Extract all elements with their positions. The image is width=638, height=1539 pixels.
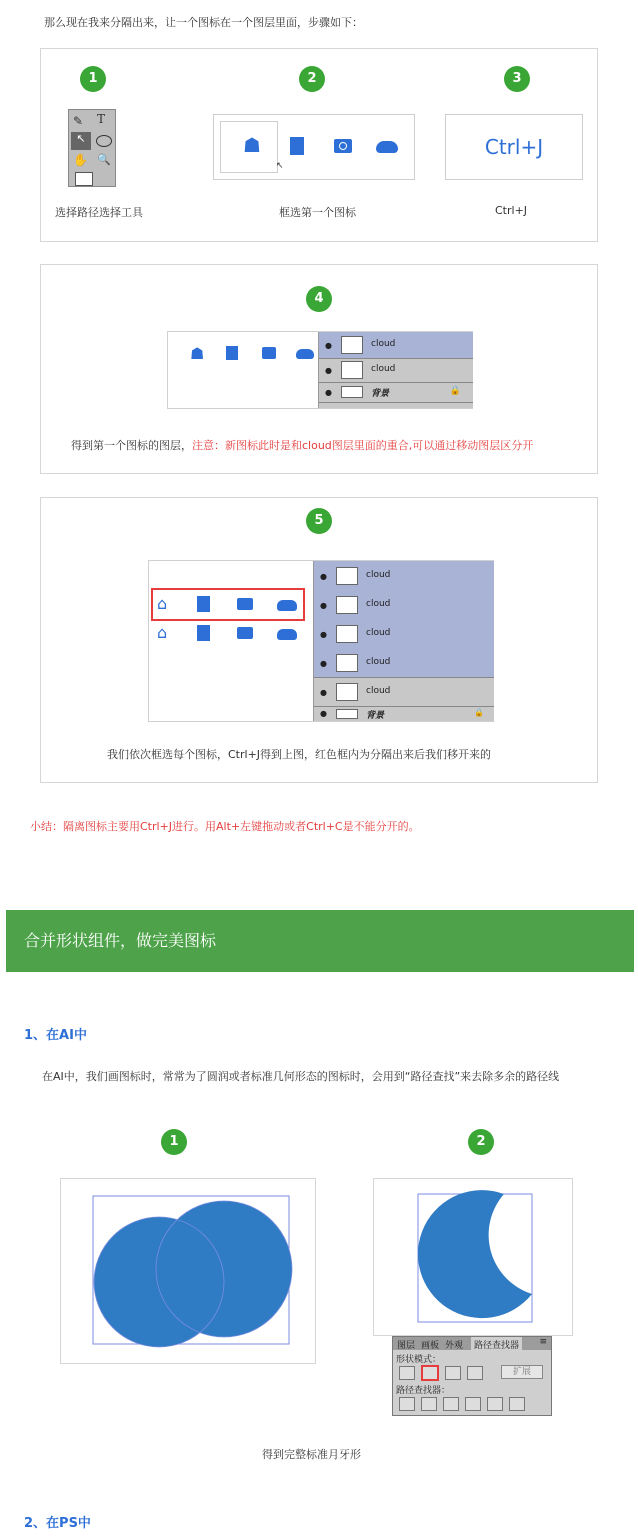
hand-icon: ✋ <box>73 153 88 167</box>
layer-name: 背景 <box>371 389 390 399</box>
ai-step-badge-1: 1 <box>161 1129 187 1155</box>
panel-tabbar <box>393 1337 551 1350</box>
ai-figure-crescent <box>373 1178 573 1336</box>
cloud-icon <box>376 141 398 153</box>
step-badge-3: 3 <box>504 66 530 92</box>
layer-thumbnail <box>336 625 358 643</box>
tab-artboards[interactable]: 画板 <box>421 1341 440 1351</box>
eye-icon[interactable]: ● <box>325 388 332 397</box>
lock-icon: 🔒 <box>474 708 484 717</box>
layer-name: cloud <box>371 364 396 374</box>
expand-button[interactable]: 扩展 <box>501 1365 543 1379</box>
home-icon: ⌂ <box>157 623 168 642</box>
intro-text: 那么现在我来分隔出来，让一个图标在一个图层里面，步骤如下： <box>44 16 363 29</box>
color-swatch-icon <box>75 172 93 186</box>
document-icon <box>226 346 238 360</box>
path-selection-icon: ↖ <box>71 132 91 150</box>
divide-icon[interactable] <box>399 1397 415 1411</box>
step-badge-5: 5 <box>306 508 332 534</box>
ctrl-j-box: Ctrl+J <box>445 114 583 180</box>
exclude-icon[interactable] <box>467 1366 483 1380</box>
layer-thumbnail <box>341 386 363 398</box>
layer-row[interactable] <box>319 332 473 359</box>
document-icon <box>290 137 304 155</box>
layer-thumbnail <box>336 683 358 701</box>
tab-layers[interactable]: 图层 <box>397 1341 416 1351</box>
cursor-icon: ↖ <box>276 161 284 171</box>
pathfinder-panel <box>392 1336 552 1416</box>
overlapping-circles-graphic <box>61 1179 315 1363</box>
camera-icon <box>334 139 352 153</box>
layer-name: cloud <box>366 685 391 696</box>
eye-icon[interactable]: ● <box>320 658 327 668</box>
toolbox-image <box>68 109 116 187</box>
panel-menu-icon[interactable]: ≡ <box>539 1337 547 1347</box>
merged-icon: ☗ <box>190 344 205 363</box>
right-circle <box>156 1201 292 1337</box>
pen-icon: ✎ <box>73 114 84 128</box>
layer-thumbnail <box>336 567 358 585</box>
section-1-body: 在AI中，我们画图标时，常常为了圆润或者标准几何形态的图标时，会用到“路径查找”来去除多余的路径线 <box>42 1070 560 1083</box>
layer-name: cloud <box>366 569 391 580</box>
shape-mode-buttons <box>399 1365 489 1381</box>
step-4-panel <box>40 264 598 474</box>
caption-1: 选择路径选择工具 <box>55 206 143 219</box>
layer-thumbnail <box>336 709 358 719</box>
caption-4-black: 得到第一个图标的图层， <box>71 439 192 452</box>
layer-name: cloud <box>366 627 391 638</box>
layer-row[interactable] <box>319 358 473 383</box>
step-badge-2: 2 <box>299 66 325 92</box>
intersect-icon[interactable] <box>445 1366 461 1380</box>
layer-name: 背景 <box>366 710 385 721</box>
layer-thumbnail <box>341 361 363 379</box>
layer-row[interactable] <box>319 382 473 403</box>
caption-5: 我们依次框选每个图标，Ctrl+J得到上图，红色框内为分隔出来后我们移开来的 <box>107 748 492 761</box>
cloud-icon <box>296 349 314 359</box>
pathfinder-buttons <box>399 1397 531 1411</box>
eye-icon[interactable]: ● <box>325 341 332 350</box>
unite-icon[interactable] <box>399 1366 415 1380</box>
eye-icon[interactable]: ● <box>325 366 332 375</box>
step-5-screenshot <box>148 560 494 722</box>
ai-step-badge-2: 2 <box>468 1129 494 1155</box>
outline-icon[interactable] <box>487 1397 503 1411</box>
layer-thumbnail <box>336 596 358 614</box>
merge-icon[interactable] <box>443 1397 459 1411</box>
zoom-icon: 🔍 <box>97 153 111 166</box>
trim-icon[interactable] <box>421 1397 437 1411</box>
text-tool-icon: T <box>97 112 106 126</box>
section-banner: 合并形状组件，做完美图标 <box>6 910 634 972</box>
layer-row[interactable] <box>314 706 494 721</box>
layer-row[interactable] <box>314 619 494 649</box>
ellipse-icon <box>96 135 112 147</box>
layer-name: cloud <box>371 339 396 349</box>
eye-icon[interactable]: ● <box>320 600 327 610</box>
layer-row[interactable] <box>314 590 494 620</box>
section-1-title: 1、在AI中 <box>24 1028 87 1043</box>
document-icon <box>197 596 210 612</box>
crescent-graphic <box>374 1179 572 1335</box>
step-badge-4: 4 <box>306 286 332 312</box>
crescent-shape <box>418 1190 532 1318</box>
tab-appearance[interactable]: 外观 <box>445 1341 464 1351</box>
cloud-icon <box>277 600 297 611</box>
eye-icon[interactable]: ● <box>320 687 327 697</box>
layer-name: cloud <box>366 656 391 667</box>
camera-icon <box>237 627 253 639</box>
layer-row[interactable] <box>314 677 494 707</box>
caption-3: Ctrl+J <box>495 204 528 217</box>
camera-icon <box>262 347 276 359</box>
step-4-screenshot <box>167 331 473 409</box>
step-badge-1: 1 <box>80 66 106 92</box>
ai-figure-circles <box>60 1178 316 1364</box>
layer-row[interactable] <box>314 561 494 591</box>
document-icon <box>197 625 210 641</box>
eye-icon[interactable]: ● <box>320 708 327 718</box>
icon-group-frame <box>213 114 415 180</box>
caption-2: 框选第一个图标 <box>279 206 356 219</box>
steps-1-3-panel <box>40 48 598 242</box>
ai-caption: 得到完整标准月牙形 <box>262 1448 361 1461</box>
layer-thumbnail <box>341 336 363 354</box>
cloud-icon <box>277 629 297 640</box>
eye-icon[interactable]: ● <box>320 571 327 581</box>
crop-icon[interactable] <box>465 1397 481 1411</box>
section-2-title: 2、在PS中 <box>24 1516 91 1531</box>
minus-back-icon[interactable] <box>509 1397 525 1411</box>
layer-row[interactable] <box>314 648 494 678</box>
pathfinders-label: 路径查找器： <box>396 1386 451 1396</box>
camera-icon <box>237 598 253 610</box>
tab-pathfinder[interactable]: 路径查找器 <box>471 1337 522 1352</box>
step-5-panel <box>40 497 598 783</box>
eye-icon[interactable]: ● <box>320 629 327 639</box>
lock-icon: 🔒 <box>449 386 461 396</box>
home-icon: ⌂ <box>157 594 168 613</box>
layers-panel <box>318 332 473 408</box>
layers-panel <box>313 561 494 721</box>
layer-name: cloud <box>366 598 391 609</box>
caption-4-note: 注意：新图标此时是和cloud图层里面的重合,可以通过移动图层区分开 <box>192 439 534 452</box>
summary-text: 小结：隔离图标主要用Ctrl+J进行。用Alt+左键拖动或者Ctrl+C是不能分开的。 <box>30 820 420 833</box>
minus-front-icon[interactable] <box>421 1365 439 1381</box>
caption-4 <box>71 437 533 453</box>
shape-modes-label: 形状模式： <box>396 1355 442 1365</box>
layer-thumbnail <box>336 654 358 672</box>
merged-icon: ☗ <box>243 133 261 157</box>
